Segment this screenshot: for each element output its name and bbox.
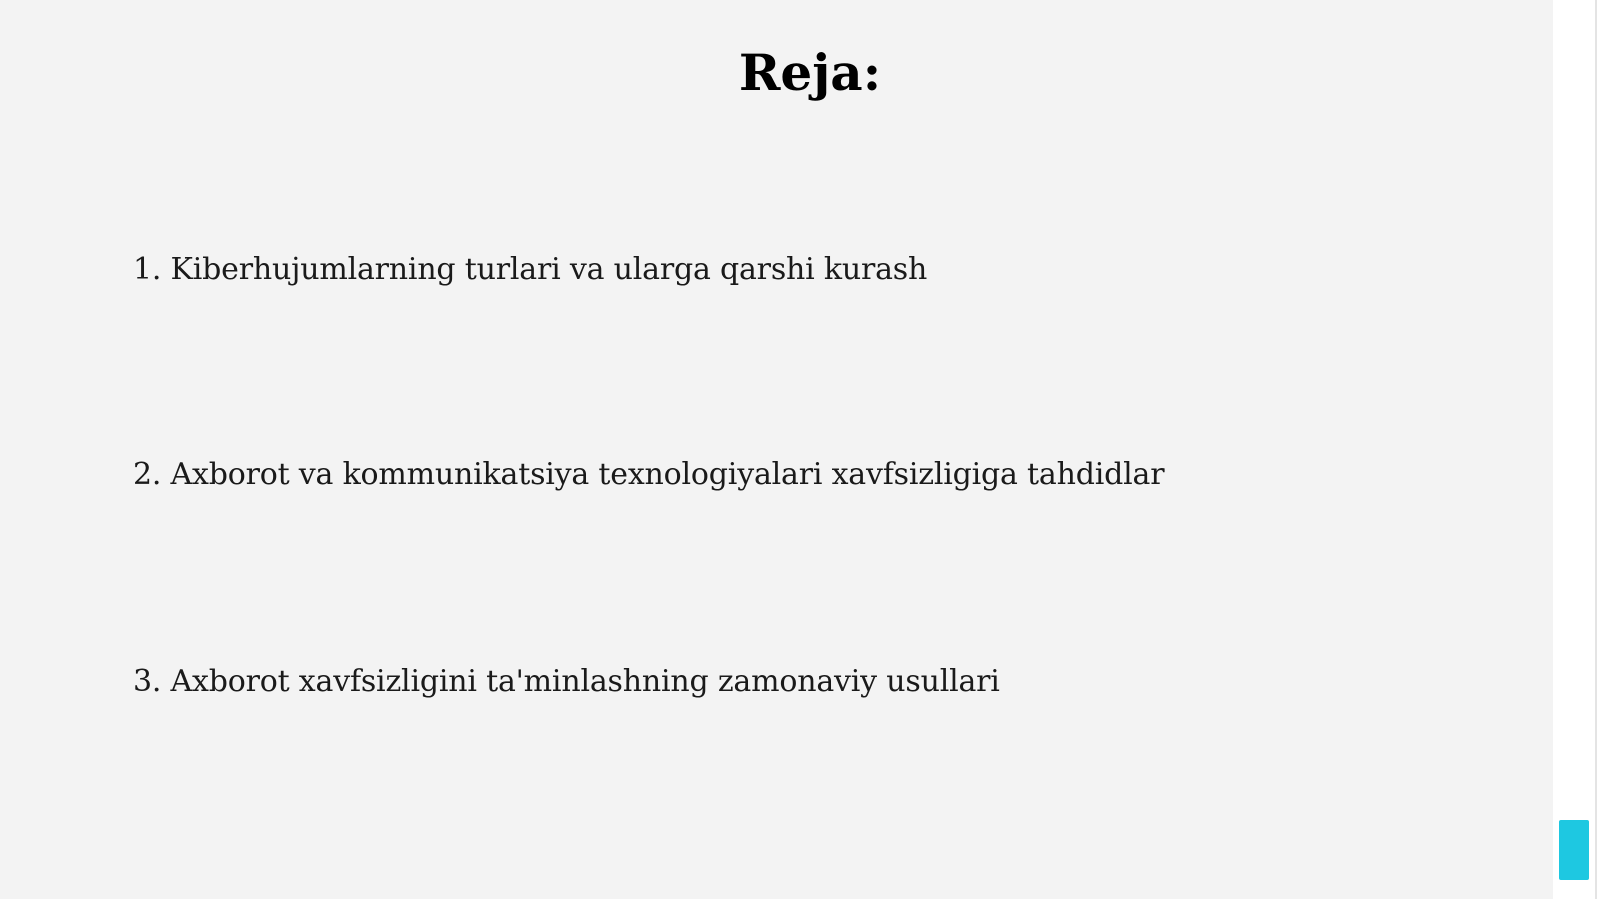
plan-item: 3. Axborot xavfsizligini ta'minlashning zamonaviy usullari bbox=[133, 664, 1000, 699]
scrollbar-thumb[interactable] bbox=[1559, 820, 1589, 880]
scrollbar-track[interactable] bbox=[1553, 0, 1600, 899]
plan-item: 1. Kiberhujumlarning turlari va ularga qarshi kurash bbox=[133, 252, 928, 287]
window-edge bbox=[1595, 0, 1597, 899]
plan-item: 2. Axborot va kommunikatsiya texnologiyalari xavfsizligiga tahdidlar bbox=[133, 457, 1165, 492]
slide-title: Reja: bbox=[738, 43, 882, 102]
